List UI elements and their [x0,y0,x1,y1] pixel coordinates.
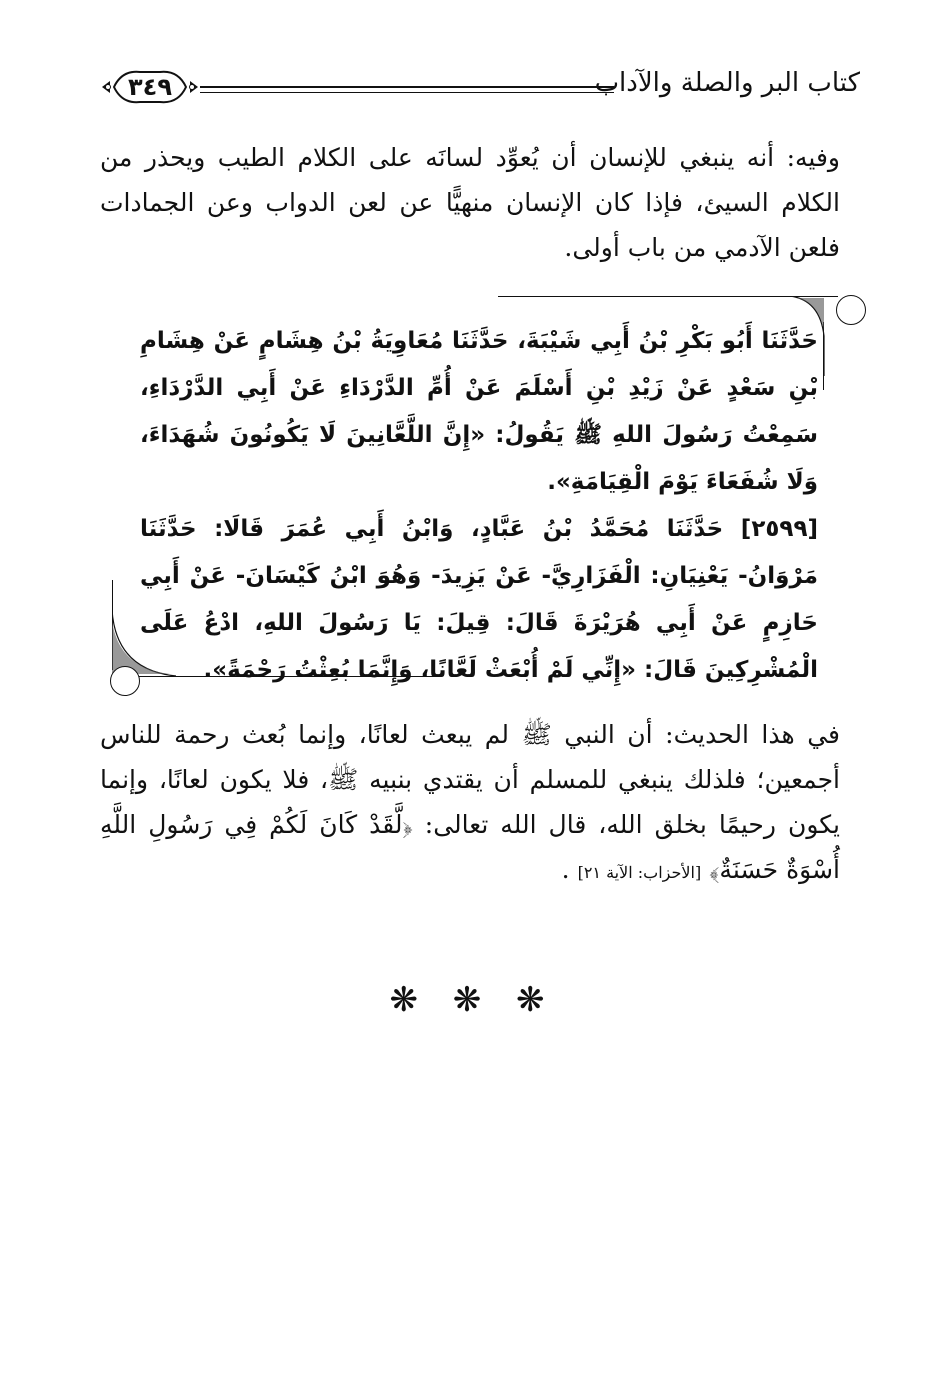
page-number-ornament [100,64,200,110]
hadith-paragraph: حَدَّثَنَا أَبُو بَكْرِ بْنُ أَبِي شَيْبَةَ، حَدَّثَنَا مُعَاوِيَةُ بْنُ هِشَامٍ عَنْ هِشَامِ بْنِ سَعْدٍ عَنْ زَيْدِ بْنِ أَسْلَمَ عَنْ أُمِّ الدَّرْدَاءِ عَنْ أَبِي الدَّرْدَاءِ، سَمِعْتُ رَسُولَ اللهِ ﷺ يَقُولُ: «إِنَّ اللَّعَّانِينَ لَا يَكُونُونَ شُهَدَاءَ، وَلَا شُفَعَاءَ يَوْمَ الْقِيَامَةِ». [140,328,818,495]
hadith-text-block [140,318,818,694]
header-rule [200,86,614,88]
page-number: ٣٤٩ [128,73,172,101]
section-separator: ❋ ❋ ❋ [389,980,557,1020]
chapter-title: كتاب البر والصلة والآداب [594,68,860,98]
commentary-text: في هذا الحديث: أن النبي ﷺ لم يبعث لعانًا، وإنما بُعث رحمة للناس أجمعين؛ فلذلك ينبغي للمسلم أن يقتدي بنبيه ﷺ، فلا يكون لعانًا، وإنما يكون رحيمًا بخلق الله، قال الله تعالى: ﴿لَّقَدْ كَانَ لَكُمْ فِي رَسُولِ اللَّهِ أُسْوَةٌ حَسَنَةٌ﴾ [100,720,840,884]
frame-corner-circle [110,666,140,696]
sentence-end: . [561,855,570,884]
frame-top-rule [498,296,838,297]
quran-reference: [الأحزاب: الآية ٢١] [577,863,702,882]
header-rule-thin [200,92,614,93]
hadith-paragraph: [٢٥٩٩] حَدَّثَنَا مُحَمَّدُ بْنُ عَبَّادٍ، وَابْنُ أَبِي عُمَرَ قَالَا: حَدَّثَنَا مَرْوَانُ- يَعْنِيَانِ: الْفَزَارِيَّ- عَنْ يَزِيدَ- وَهُوَ ابْنُ كَيْسَانَ- عَنْ أَبِي حَازِمٍ عَنْ أَبِي هُرَيْرَةَ قَالَ: قِيلَ: يَا رَسُولَ اللهِ، ادْعُ عَلَى الْمُشْرِكِينَ قَالَ: «إِنِّي لَمْ أُبْعَثْ لَعَّانًا، وَإِنَّمَا بُعِثْتُ رَحْمَةً». [140,516,818,683]
frame-corner-circle [836,295,866,325]
commentary-paragraph: وفيه: أنه ينبغي للإنسان أن يُعوِّد لسانَه على الكلام الطيب ويحذر من الكلام السيئ، فإذا كان الإنسان منهيًّا عن لعن الدواب وعن الجمادات فلعن الآدمي من باب أولى. [100,143,840,262]
commentary-paragraph [100,712,840,895]
